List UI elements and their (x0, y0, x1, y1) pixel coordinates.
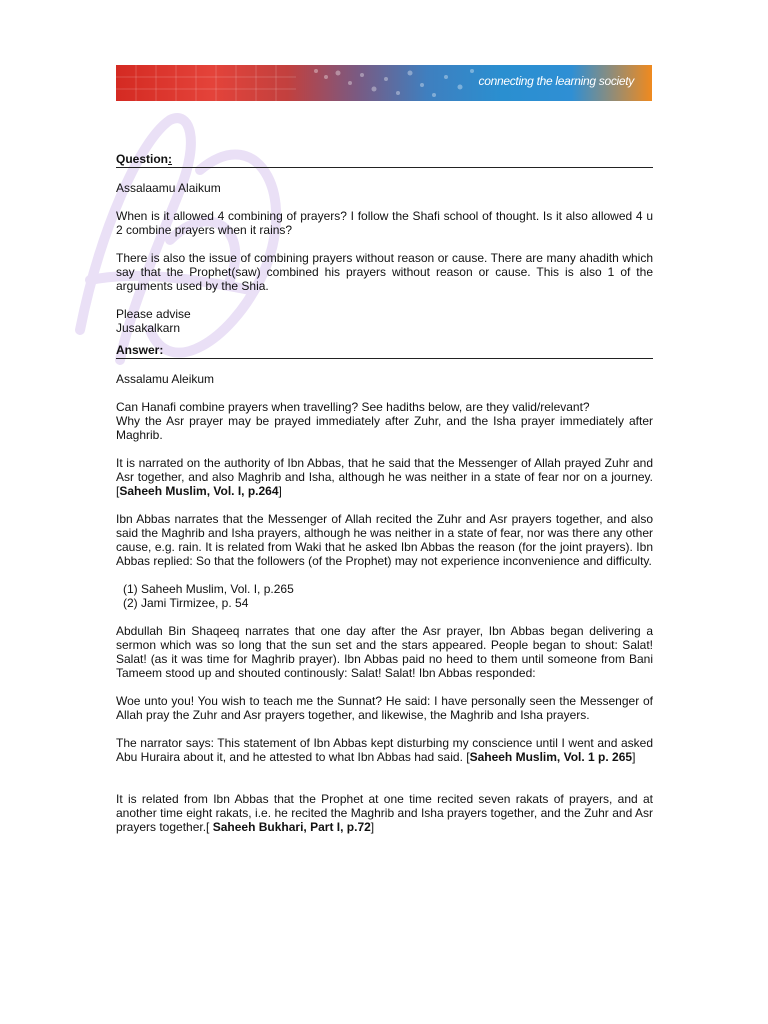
answer-question-line-2: Why the Asr prayer may be prayed immediately after Zuhr, and the Isha prayer immediately after Maghrib. (116, 414, 653, 442)
question-paragraph-2: There is also the issue of combining prayers without reason or cause. There are many ahadith which say that the Prophet(saw) combined his prayers without reason or cause. This is also 1 of the arguments used by the Shia. (116, 251, 653, 293)
narrator-bracket: ] (632, 750, 636, 764)
hadith-abdullah: Abdullah Bin Shaqeeq narrates that one day after the Asr prayer, Ibn Abbas began delivering a sermon which was so long that the sun set and the stars appeared. People began to shout: Salat! Salat! (as it was time for Maghrib prayer). Ibn Abbas paid no heed to them until someone from Bani Tameem stood up and shouted continously: Salat! Salat! Ibn Abbas responded: (116, 624, 653, 680)
seven-text: It is related from Ibn Abbas that the Prophet at one time recited seven rakats of prayers, and at another time eight rakats, i.e. he recited the Maghrib and Isha prayers together, and the Zuhr and Asr prayers together.[ (116, 792, 653, 834)
signoff-name: Jusakalkarn (116, 321, 181, 335)
hadith-1-bracket: ] (278, 484, 282, 498)
seven-bracket: ] (370, 820, 375, 834)
answer-heading: Answer: (116, 343, 653, 359)
hadith-ibn-abbas-2: Ibn Abbas narrates that the Messenger of Allah recited the Zuhr and Asr prayers together, and also said the Maghrib and Isha prayers, although he was neither in a state of fear, nor was there any other cause, e.g. rain. It is related from Waki that he asked Ibn Abbas the reason (for the joint prayers). Ibn Abbas replied: So that the followers (of the Prophet) may not experience inconvenience and difficulty. (116, 512, 653, 568)
hadith-ibn-abbas-1 (116, 456, 653, 498)
question-signoff (116, 307, 653, 335)
reference-item: (2) Jami Tirmizee, p. 54 (123, 596, 249, 610)
reference-list (116, 582, 653, 610)
header-banner (116, 65, 652, 101)
answer-greeting: Assalamu Aleikum (116, 372, 215, 386)
signoff-line-1: Please advise (116, 307, 191, 321)
narrator-reference: Saheeh Muslim, Vol. 1 p. 265 (469, 750, 633, 764)
banner-tagline: connecting the learning society (478, 74, 634, 88)
seven-reference: Saheeh Bukhari, Part I, p.72 (212, 820, 371, 834)
document-body (116, 152, 653, 834)
question-heading-colon: : (168, 152, 173, 166)
hadith-woe: Woe unto you! You wish to teach me the Sunnat? He said: I have personally seen the Messenger of Allah pray the Zuhr and Asr prayers together, and likewise, the Maghrib and Isha prayers. (116, 694, 653, 722)
reference-item: (1) Saheeh Muslim, Vol. I, p.265 (123, 582, 294, 596)
question-greeting: Assalaamu Alaikum (116, 181, 221, 195)
hadith-1-reference: Saheeh Muslim, Vol. I, p.264 (119, 484, 279, 498)
question-heading (116, 152, 653, 168)
hadith-1-text: It is narrated on the authority of Ibn Abbas, that he said that the Messenger of Allah prayed Zuhr and Asr together, and also Maghrib and Isha, although he was neither in a state of fear nor on a journey. [ (116, 456, 653, 498)
narrator-text: The narrator says: This statement of Ibn Abbas kept disturbing my conscience until I went and asked Abu Huraira about it, and he attested to what Ibn Abbas had said. [ (116, 736, 653, 764)
answer-question-line-1: Can Hanafi combine prayers when travelling? See hadiths below, are they valid/relevant? (116, 400, 590, 414)
hadith-seven-rakats (116, 792, 653, 834)
question-paragraph-1: When is it allowed 4 combining of prayers? I follow the Shafi school of thought. Is it also allowed 4 u 2 combine prayers when it rains? (116, 209, 653, 237)
question-heading-label: Question (116, 152, 169, 166)
hadith-narrator (116, 736, 653, 764)
